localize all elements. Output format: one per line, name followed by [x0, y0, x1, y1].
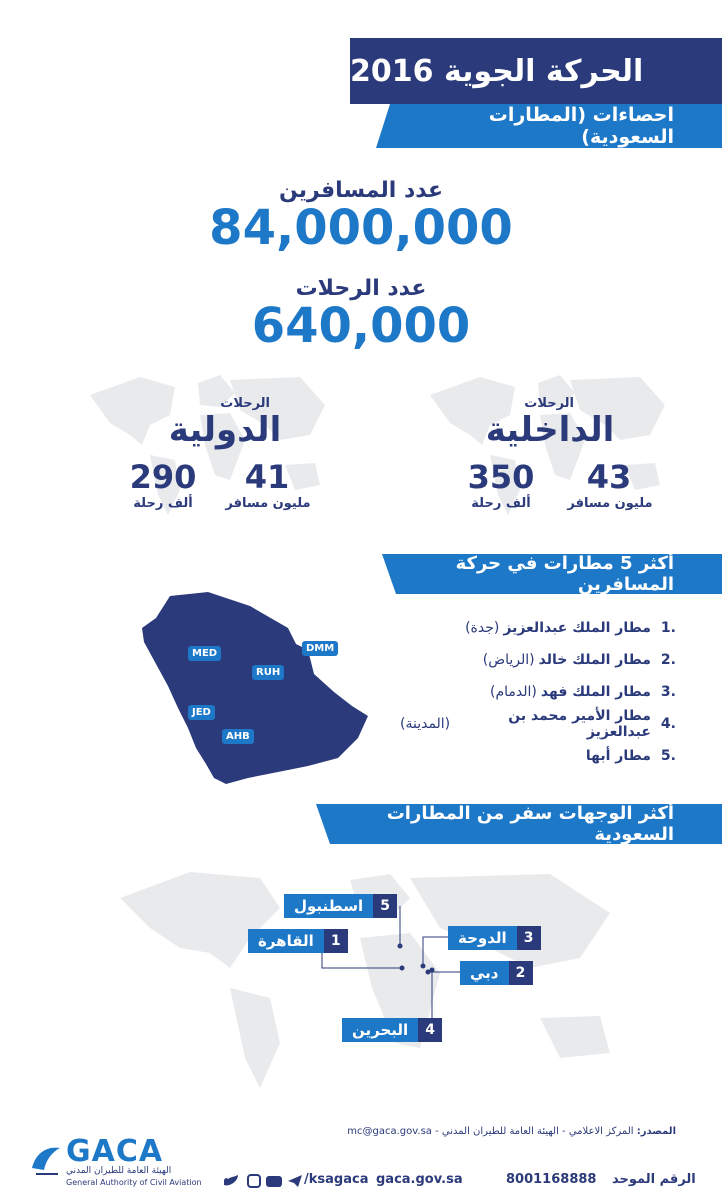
social-icons — [222, 1173, 304, 1189]
instagram-icon — [248, 1175, 260, 1187]
international-small-label: الرحلات — [220, 396, 270, 411]
list-item: .1 مطار الملك عبدالعزيز (جدة) — [465, 620, 676, 636]
map-tag-ruh: RUH — [252, 665, 284, 680]
top-airports-title: أكثر 5 مطارات في حركة المسافرين — [396, 554, 722, 594]
domestic-flights-unit: ألف رحلة — [471, 496, 531, 511]
international-passengers-num: 41 — [244, 458, 290, 496]
list-item: .2 مطار الملك خالد (الرياض) — [482, 652, 676, 668]
passengers-value: 84,000,000 — [209, 200, 513, 256]
domestic-flights-num: 350 — [467, 458, 535, 496]
flights-label: عدد الرحلات — [295, 276, 427, 301]
flights-value: 640,000 — [251, 298, 471, 354]
top-destinations-title: أكثر الوجهات سفر من المطارات السعودية — [330, 804, 722, 844]
footer — [0, 1162, 722, 1200]
international-big-label: الدولية — [168, 410, 282, 450]
domestic-block — [470, 396, 630, 449]
domestic-big-label: الداخلية — [485, 410, 615, 450]
destination-istanbul: اسطنبول 5 — [284, 894, 397, 918]
saudi-map — [138, 588, 378, 788]
international-block — [150, 396, 300, 449]
list-item: .5 مطار أبها — [585, 748, 676, 764]
gaca-logo-arabic: الهيئة العامة للطيران المدني — [66, 1166, 172, 1176]
domestic-passengers-unit: مليون مسافر — [567, 496, 653, 511]
list-item: .3 مطار الملك فهد (الدمام) — [489, 684, 676, 700]
destination-bahrain: البحرين 4 — [342, 1018, 442, 1042]
hotline-number[interactable]: 8001168888 — [506, 1172, 597, 1187]
gaca-logo: GACA — [66, 1134, 164, 1169]
destination-dubai: دبي 2 — [460, 961, 533, 985]
source-text: المركز الاعلامي - الهيئة العامة للطيران المدني - — [435, 1126, 634, 1137]
map-tag-ahb: AHB — [222, 729, 254, 744]
page-title: الحركة الجوية 2016 — [350, 38, 722, 104]
twitter-icon — [224, 1175, 238, 1185]
list-item: .4 مطار الأمير محمد بن عبدالعزيز (المدينة) — [400, 708, 676, 740]
page-subtitle: احصاءات (المطارات السعودية) — [390, 104, 722, 148]
map-tag-med: MED — [188, 646, 221, 661]
passengers-label: عدد المسافرين — [278, 178, 444, 203]
destination-doha: الدوحة 3 — [448, 926, 541, 950]
international-flights-unit: ألف رحلة — [133, 496, 193, 511]
domestic-passengers-num: 43 — [586, 458, 632, 496]
social-handle[interactable]: /ksagaca — [304, 1172, 369, 1187]
domestic-small-label: الرحلات — [524, 396, 574, 411]
map-tag-jed: JED — [188, 705, 215, 720]
source-line — [340, 1126, 676, 1137]
map-tag-dmm: DMM — [302, 641, 338, 656]
international-passengers-unit: مليون مسافر — [225, 496, 311, 511]
gaca-logo-english: General Authority of Civil Aviation — [66, 1178, 202, 1187]
source-label: المصدر: — [636, 1126, 676, 1137]
top-airports-list — [400, 612, 676, 772]
international-flights-num: 290 — [129, 458, 197, 496]
destination-cairo: القاهرة 1 — [248, 929, 348, 953]
telegram-icon — [288, 1175, 302, 1187]
hotline-label: الرقم الموحد — [612, 1172, 696, 1187]
source-email[interactable]: mc@gaca.gov.sa — [347, 1126, 432, 1137]
website-link[interactable]: gaca.gov.sa — [376, 1172, 463, 1187]
youtube-icon — [266, 1176, 282, 1187]
